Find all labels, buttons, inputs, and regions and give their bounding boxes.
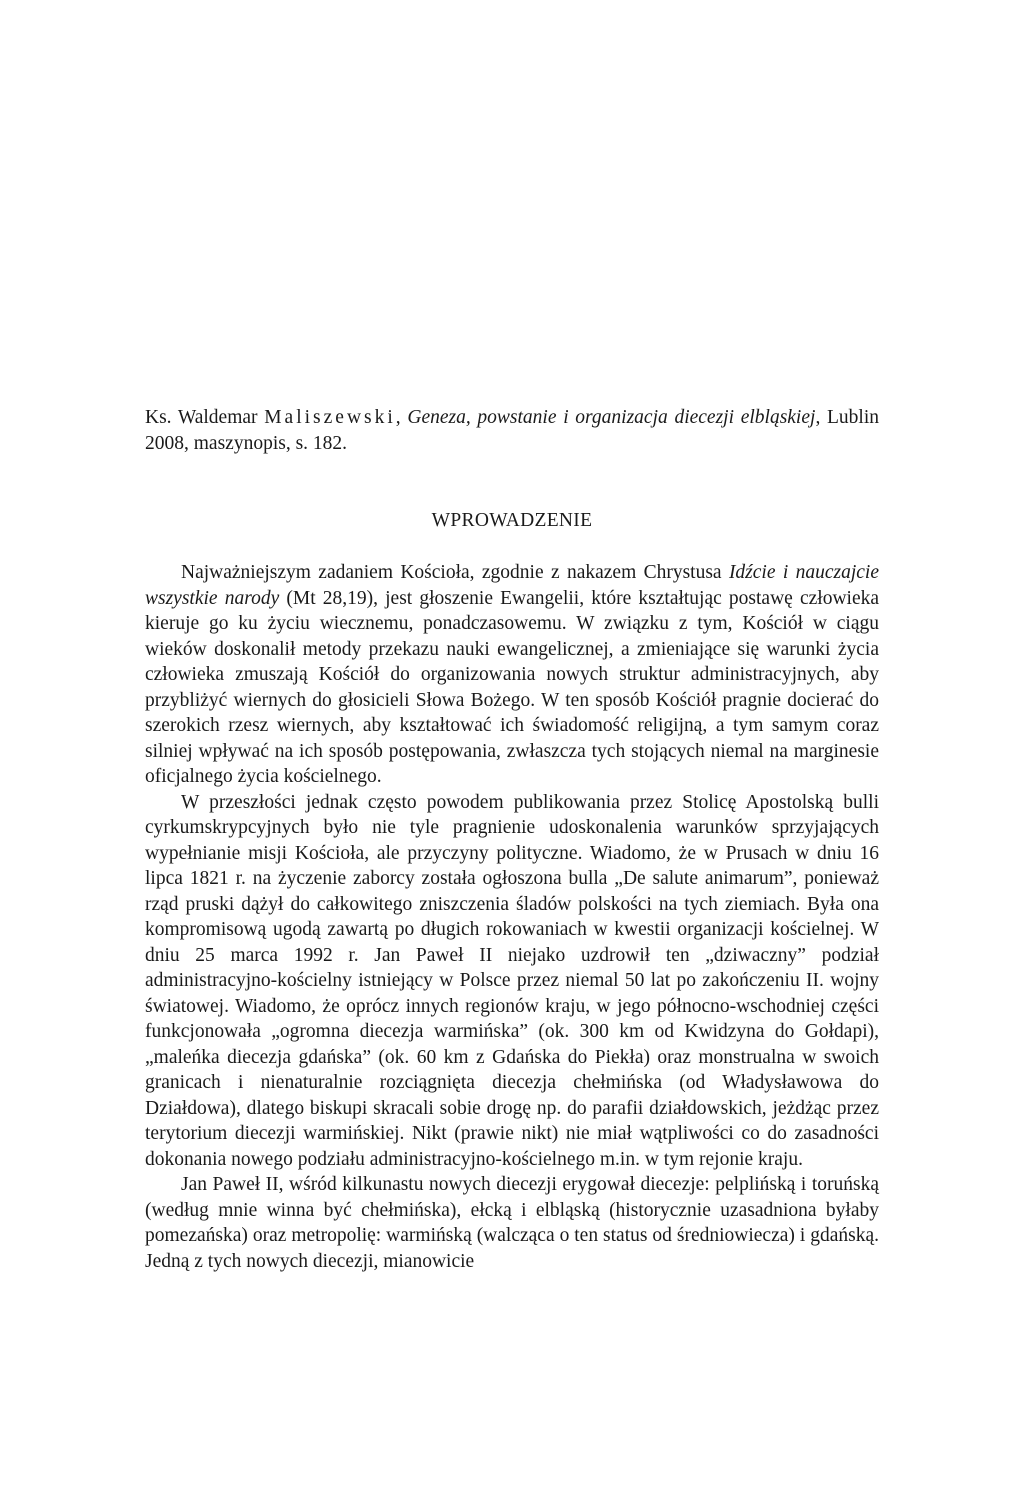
citation-details: , Lublin 2008, maszynopis, s. 182. — [145, 407, 880, 454]
citation-separator: , — [395, 407, 408, 428]
section-heading: WPROWADZENIE — [431, 510, 593, 531]
citation-title: Geneza, powstanie i organizacja diecezji elbląskiej — [407, 407, 816, 428]
body-text — [145, 560, 879, 1274]
bibliographic-citation — [145, 405, 879, 457]
paragraph-1-rest: (Mt 28,19), jest głoszenie Ewangelii, które kształtując postawę człowieka kieruje go ku życiu wiecznemu, ponadczasowemu. W związku z tym, Kościół w ciągu wieków doskonalił metody przekazu nauki ewangelicznej, a zmieniające się warunki życia człowieka zmuszają Kościół do organizowania nowych struktur administracyjnych, aby przybliżyć wiernych do głosicieli Słowa Bożego. W ten sposób Kościół pragnie docierać do szerokich rzesz wiernych, aby kształtować ich świadomość religijną, a tym samym coraz silniej wpływać na ich sposób postępowania, zwłaszcza tych stojących niemal na marginesie oficjalnego życia kościelnego. — [145, 587, 879, 787]
paragraph-1 — [145, 560, 879, 790]
paragraph-2: W przeszłości jednak często powodem publikowania przez Stolicę Apostolską bulli cyrkumskrypcyjnych było nie tyle pragnienie udoskonalenia warunków sprzyjających wypełnianie misji Kościoła, ale przyczyny polityczne. Wiadomo, że w Prusach w dniu 16 lipca 1821 r. na życzenie zaborcy została ogłoszona bulla „De salute animarum”, ponieważ rząd pruski dążył do całkowitego zniszczenia śladów polskości na tych ziemiach. Była ona kompromisową ugodą zawartą po długich rokowaniach w kwestii organizacji kościelnej. W dniu 25 marca 1992 r. Jan Paweł II niejako uzdrowił ten „dziwaczny” podział administracyjno-kościelny istniejący w Polsce przez niemal 50 lat po zakończeniu II. wojny światowej. Wiadomo, że oprócz innych regionów kraju, w jego północno-wschodniej części funkcjonowała „ogromna diecezja warmińska” (ok. 300 km od Kwidzyna do Gołdapi), „maleńka diecezja gdańska” (ok. 60 km z Gdańska do Piekła) oraz monstrualna w swoich granicach i nienaturalnie rozciągnięta diecezja chełmińska (od Władysławowa do Działdowa), dlatego biskupi skracali sobie drogę np. do parafii działdowskich, jeżdżąc przez terytorium diecezji warmińskiej. Nikt (prawie nikt) nie miał wątpliwości co do zasadności dokonania nowego podziału administracyjno-kościelnego m.in. w tym rejonie kraju. — [145, 791, 879, 1170]
paragraph-3: Jan Paweł II, wśród kilkunastu nowych diecezji erygował diecezje: pelplińską i toruńską (według mnie winna być chełmińska), ełcką i elbląską (historycznie uzasadniona byłaby pomezańska) oraz metropolię: warmińską (walcząca o ten status od średniowiecza) i gdańską. Jedną z tych nowych diecezji, mianowicie — [145, 1174, 879, 1272]
paragraph-1-quote: Idźcie i nauczajcie wszystkie narody — [145, 562, 879, 609]
citation-prefix: Ks. Waldemar — [145, 407, 265, 428]
citation-author: Maliszewski — [264, 407, 396, 428]
paragraph-1-start: Najważniejszym zadaniem Kościoła, zgodnie z nakazem Chrystusa — [181, 562, 729, 583]
